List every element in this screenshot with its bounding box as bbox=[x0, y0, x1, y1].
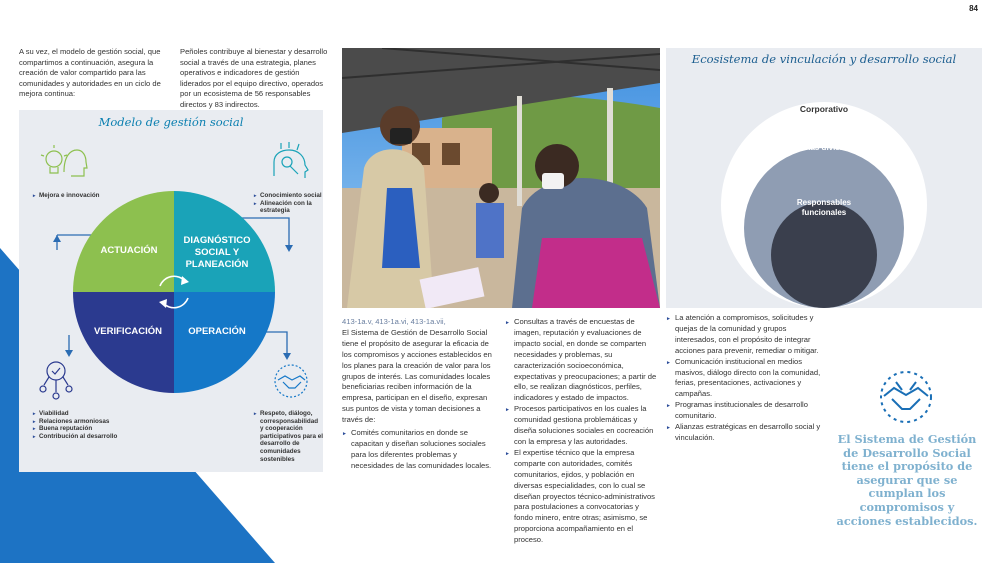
list-mejora bbox=[32, 192, 112, 200]
list-item: ► Respeto, diálogo, corresponsabilidad y cooperación participativos para el desarrollo de comunidades sostenibles bbox=[253, 410, 323, 463]
label-actuacion: ACTUACIÓN bbox=[100, 245, 158, 256]
level-gerencias-label: Gerencias divisionales bbox=[780, 143, 868, 152]
ecosystem-nested-diagram bbox=[666, 48, 982, 308]
label-diagnostico-1: DIAGNÓSTICO bbox=[183, 235, 251, 246]
list-item: ► Viabilidad bbox=[32, 410, 132, 418]
community-photo bbox=[342, 48, 660, 308]
list-item: ► Contribución al desarrollo bbox=[32, 433, 132, 441]
quadrant-operacion bbox=[174, 292, 275, 393]
list-respeto bbox=[253, 410, 323, 463]
list-item: ► Buena reputación bbox=[32, 425, 132, 433]
level-corporativo-label: Corporativo bbox=[799, 104, 849, 114]
quote-text: El Sistema de Gestión de Desarrollo Social tiene el propósito de asegurar que se cumplan los compromisos y acciones establecidos. bbox=[836, 432, 978, 528]
intro-paragraph: El Sistema de Gestión de Desarrollo Social tiene el propósito de asegurar la eficacia de los compromisos y acciones establecidos en los planes para la creación de valor para los grupos de interés. Las comunidades locales beneficiarias reciben información de la empresa, participan en el diseño, expresan sus puntos de vista y toman decisiones a través de: bbox=[342, 327, 492, 425]
list-item: ► Programas institucionales de desarrollo comunitario. bbox=[666, 400, 826, 422]
label-diagnostico-2: SOCIAL Y bbox=[194, 247, 240, 258]
handshake-icon bbox=[275, 365, 307, 397]
label-verificacion: VERIFICACIÓN bbox=[93, 326, 163, 337]
handshake-icon bbox=[876, 368, 936, 426]
list-item: ► Conocimiento social bbox=[253, 192, 323, 200]
list-item: ► Consultas a través de encuestas de imagen, reputación y evaluaciones de impacto social, en donde se comparten necesidades y problemas, su caracterización socioeconómica, expectativas y preocupaciones; a partir de ello, se realizan diagnósticos, perfiles, indicadores y estado de impactos. bbox=[505, 317, 660, 404]
list-item: ► Comités comunitarios en donde se capacitan y diseñan soluciones sociales para los diferentes problemas y necesidades de las comunidades locales. bbox=[342, 428, 497, 472]
model-title: Modelo de gestión social bbox=[98, 115, 244, 129]
analysis-head-icon bbox=[274, 142, 308, 178]
gri-references: 413-1a.v, 413-1a.vi, 413-1a.vii, bbox=[342, 317, 446, 326]
lightbulb-head-icon bbox=[41, 145, 87, 176]
list-item: ► Alineación con la estrategia bbox=[253, 200, 323, 215]
list-item: ► Procesos participativos en los cuales la comunidad gestiona problemáticas y diseña soluciones sociales en cocreación con la empresa y las autoridades. bbox=[505, 404, 660, 448]
list-item: ► Relaciones armoniosas bbox=[32, 418, 132, 426]
list-item: ► El expertise técnico que la empresa comparte con autoridades, comités comunitarios, ejidos, y población en diversas especialidades, con lo cual se diseñan proyectos técnico-administrativos para postulaciones a convocatorias y fondo minero, entre otras; asimismo, se proporciona acompañamiento en el proceso. bbox=[505, 448, 660, 546]
body-column-1 bbox=[342, 317, 497, 472]
list-conocimiento bbox=[253, 192, 323, 215]
page-number: 84 bbox=[969, 4, 978, 13]
list-item: ► Alianzas estratégicas en desarrollo social y vinculación. bbox=[666, 422, 826, 444]
intro-left-text: A su vez, el modelo de gestión social, que compartimos a continuación, asegura la creación de valor compartido para las comunidades y autoridades en un ciclo de mejora continua: bbox=[19, 47, 161, 99]
body-column-2 bbox=[505, 317, 660, 546]
body-column-3 bbox=[666, 313, 826, 444]
list-item: ► Mejora e innovación bbox=[32, 192, 112, 200]
quadrant-verificacion bbox=[73, 292, 174, 393]
level-responsables-label: Responsables funcionales bbox=[796, 198, 852, 217]
label-diagnostico-3: PLANEACIÓN bbox=[185, 259, 249, 270]
label-operacion: OPERACIÓN bbox=[188, 326, 246, 337]
list-item: ► La atención a compromisos, solicitudes y quejas de la comunidad y grupos interesados, con el propósito de integrar acciones para prevenir, remediar o mitigar. bbox=[666, 313, 826, 357]
intro-right-text: Peñoles contribuye al bienestar y desarrollo social a través de una estrategia, planes operativos e indicadores de gestión liderados por el equipo directivo, operados por un ecosistema de 56 responsables directos y 83 indirectos. bbox=[180, 47, 328, 109]
ecosystem-title: Ecosistema de vinculación y desarrollo social bbox=[691, 52, 957, 66]
people-network-icon bbox=[40, 362, 72, 399]
list-viabilidad bbox=[32, 410, 132, 440]
quadrant-actuacion bbox=[73, 191, 174, 292]
list-item: ► Comunicación institucional en medios masivos, diálogo directo con la comunidad, ferias, presentaciones, activaciones y campañas. bbox=[666, 357, 826, 401]
